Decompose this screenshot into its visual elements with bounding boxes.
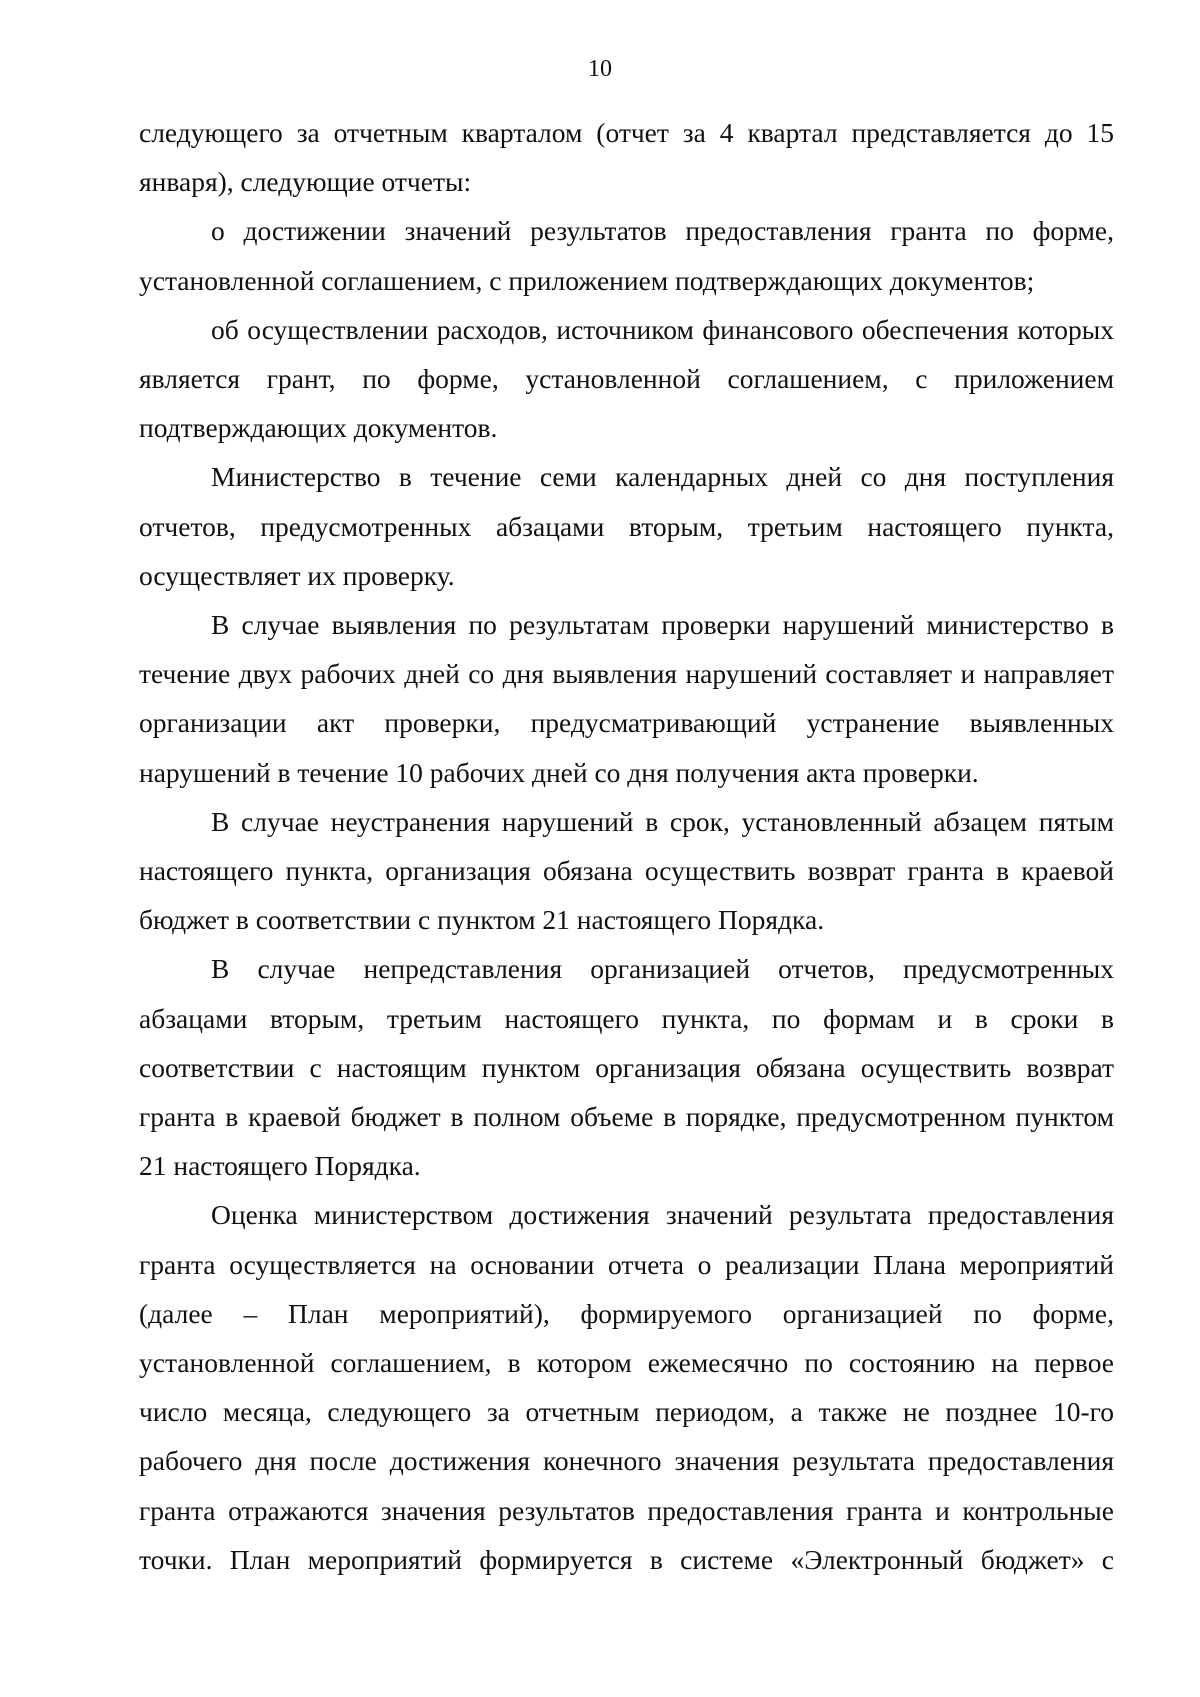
paragraph-violations-act: В случае выявления по результатам проверки нарушений министерство в течение двух рабочих дней со дня выявления нарушений составляет и направляет организации акт проверки, предусматривающий устранение выявленных нарушений в течение 10 рабочих дней со дня получения акта проверки. — [139, 609, 1114, 788]
page-number: 10 — [588, 56, 612, 82]
document-body — [139, 108, 1114, 1584]
paragraph-continuation: следующего за отчетным кварталом (отчет за 4 квартал представляется до 15 января), следующие отчеты: — [139, 117, 1114, 198]
paragraph-ministry-check: Министерство в течение семи календарных дней со дня поступления отчетов, предусмотренных абзацами вторым, третьим настоящего пункта, осуществляет их проверку. — [139, 461, 1114, 591]
paragraph-evaluation-plan: Оценка министерством достижения значений результата предоставления гранта осуществляется на основании отчета о реализации Плана мероприятий (далее – План мероприятий), формируемого организацией по форме, установленной соглашением, в котором ежемесячно по состоянию на первое число месяца, следующего за отчетным периодом, а также не позднее 10-го рабочего дня после достижения конечного значения результата предоставления гранта отражаются значения результатов предоставления гранта и контрольные точки. План мероприятий формируется в системе «Электронный бюджет» с — [139, 1199, 1114, 1575]
paragraph-non-submission: В случае непредставления организацией отчетов, предусмотренных абзацами вторым, третьим настоящего пункта, по формам и в сроки в соответствии с настоящим пунктом организация обязана осуществить возврат гранта в краевой бюджет в полном объеме в порядке, предусмотренном пунктом 21 настоящего Порядка. — [139, 953, 1114, 1182]
paragraph-report-results: о достижении значений результатов предоставления гранта по форме, установленной соглашением, с приложением подтверждающих документов; — [139, 215, 1114, 296]
paragraph-non-elimination: В случае неустранения нарушений в срок, установленный абзацем пятым настоящего пункта, организация обязана осуществить возврат гранта в краевой бюджет в соответствии с пунктом 21 настоящего Порядка. — [139, 805, 1114, 936]
paragraph-report-expenses: об осуществлении расходов, источником финансового обеспечения которых является грант, по форме, установленной соглашением, с приложением подтверждающих документов. — [139, 313, 1114, 444]
